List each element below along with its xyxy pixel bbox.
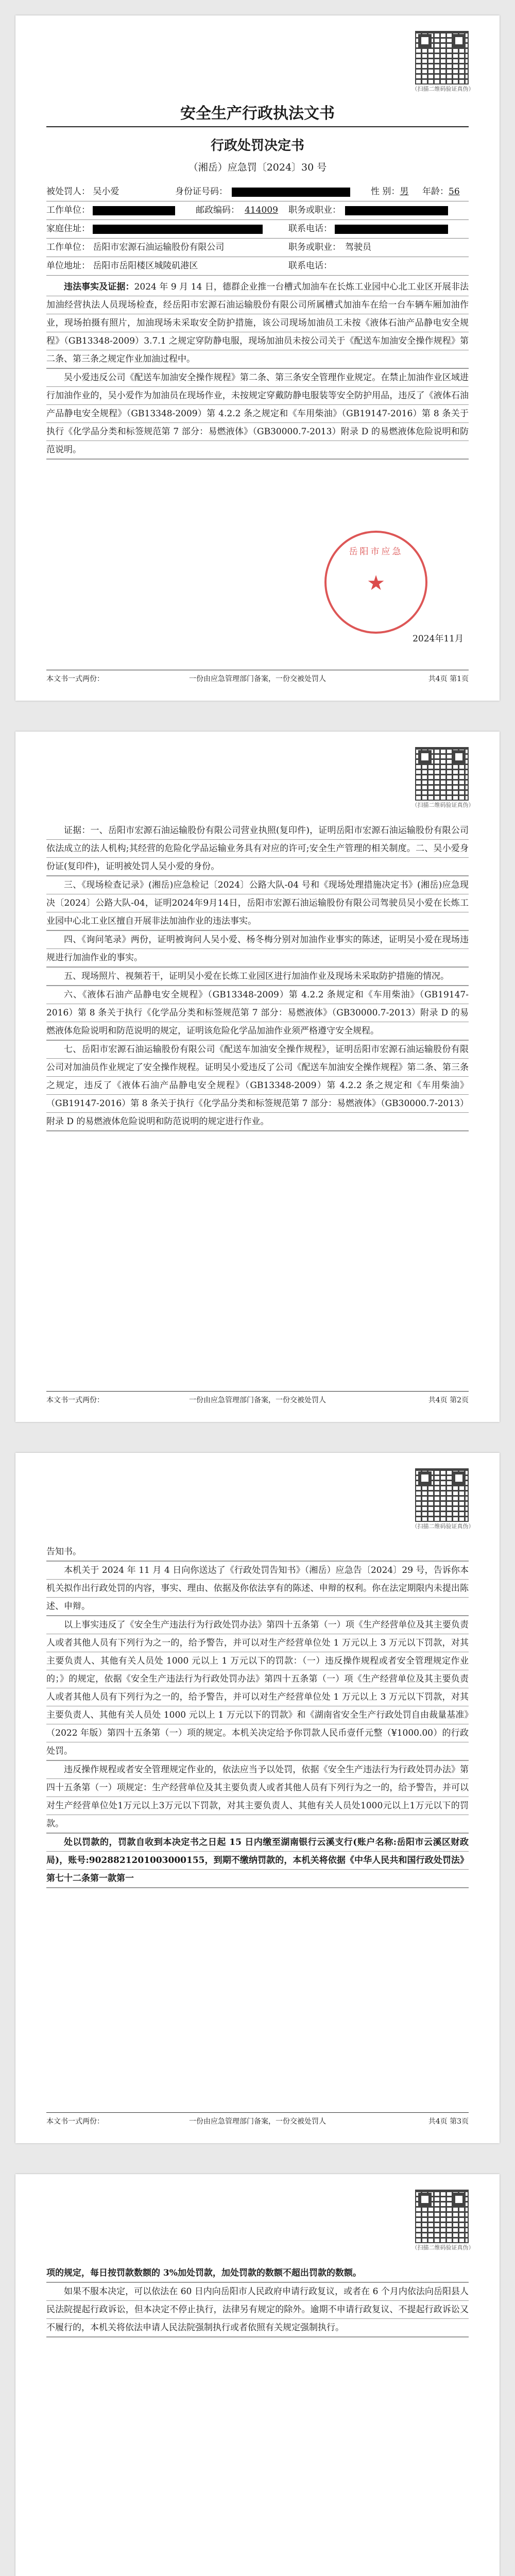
evidence-para-1: 证据：一、岳阳市宏源石油运输股份有限公司营业执照(复印件)，证明岳阳市宏源石油运输股份有限公司依法成立的法人机构;其经营的危险化学品运输业务具有对应的许可;安全生产管理的相关制度。二、吴小爱身份证(复印件)，证明被处罚人吴小爱的身份。: [46, 822, 469, 876]
job-label: 职务或职业：: [288, 205, 341, 215]
phone-label: 联系电话：: [288, 224, 332, 234]
footer-copies: 本文书一式两份：: [46, 675, 104, 683]
case-para-2: 吴小爱违反公司《配送车加油安全操作规程》第二条、第三条安全管理作业规定。在禁止加油作业区域进行加油作业的，吴小爱作为加油员在现场作业，未按规定穿戴防静电服装等安全防护用品，违反了《液体石油产品静电安全规程》（GB13348-2009）第 4.2.2 条之规定和《车用柴油》（GB19147-2016）第 8 条关于执行《化学品分类和标签规范第 7 部分：易燃液体》（GB30000.7-2013）附录 D 的易燃液体危险说明和防范说明。: [46, 369, 469, 460]
party-name: 吴小爱: [93, 187, 119, 197]
decision-para-1: 告知书。: [46, 1543, 469, 1562]
qr-code-icon: [415, 1468, 469, 1522]
work-label: 工作单位：: [46, 205, 90, 215]
address-redaction: [93, 225, 263, 234]
evidence-list: [46, 822, 469, 1131]
footer-page-number: 共4页 第1页: [428, 675, 469, 683]
work-redaction: [93, 206, 175, 215]
work-row: [46, 201, 469, 220]
footer-distribution: 一份由应急管理部门备案，一份交被处罚人: [189, 675, 326, 683]
seal-star-icon: ★: [367, 571, 385, 595]
qr-code-icon: [415, 747, 469, 801]
unit-address-label: 单位地址：: [46, 261, 90, 271]
postcode-label: 邮政编码：: [196, 205, 239, 215]
decision-para-3: 以上事实违反了《安全生产违法行为行政处罚办法》第四十五条第（一）项《生产经营单位及其主要负责人或者其他人员有下列行为之一的，给予警告，并可以对生产经营单位处 1 万元以上 3 万元以下罚款，对其主要负责人、其他有关人员处 1000 元以上 1 万元以下的罚款：（一）违反操作规程或者安全管理规定作业的；》的规定，依据《安全生产违法行为行政处罚办法》第四十五条第（一）项《生产经营单位及其主要负责人或者其他人员有下列行为之一的，给予警告，并可以对生产经营单位处 1 万元以上 3 万元以下罚款，对其主要负责人、其他有关人员处 1000 元以上 1 万元以下的罚款》和《湖南省安全生产行政处罚自由裁量基准》（2022 年版）第四十五条第（一）项的规定。本机关决定给予你罚款人民币壹仟元整（¥1000.00）的行政处罚。: [46, 1616, 469, 1761]
case-para-1: [46, 278, 469, 369]
title-divider: [46, 126, 469, 127]
evidence-para-6: 七、岳阳市宏源石油运输股份有限公司《配送车加油安全操作规程》，证明岳阳市宏源石油运输股份有限公司对加油员作业规定了安全操作规程。证明吴小爱违反了公司《配送车加油安全操作规程》第二条、第三条之规定，违反了《液体石油产品静电安全规程》（GB13348-2009）第 4.2.2 条之规定和《车用柴油》（GB19147-2016）第 8 条关于执行《化学品分类和标签规范第 7 部分：易燃液体》（GB30000.7-2013）附录 D 的易燃液体危险说明和防范说明的规定进行作业。: [46, 1041, 469, 1131]
decision-body: [46, 1543, 469, 1888]
id-redaction: [232, 188, 350, 197]
decision-title: 行政处罚决定书: [210, 138, 304, 154]
document-page-1: [15, 15, 500, 701]
footer-page-number: 共4页 第3页: [428, 2117, 469, 2126]
address-label: 家庭住址：: [46, 224, 90, 234]
unit-label: 工作单位：: [46, 242, 90, 252]
doc-number: （湘岳）应急罚〔2024〕30 号: [188, 162, 327, 173]
qr-code-icon: [415, 31, 469, 84]
unit-name: 岳阳市宏源石油运输股份有限公司: [93, 242, 225, 252]
postcode-value: 414009: [245, 205, 278, 215]
age-value: 56: [449, 187, 460, 197]
unit-row: [46, 239, 469, 257]
remedy-body: [46, 2264, 469, 2337]
qr-caption: （扫描二维码验证真伪）: [411, 1523, 474, 1530]
job-redaction: [345, 206, 448, 215]
decision-para-5: 处以罚款的，罚款自收到本决定书之日起 15 日内缴至湖南银行云溪支行(账户名称:岳阳市云溪区财政局)，账号:9028821201003000155，到期不缴纳罚款的，本机关将依据《中华人民共和国行政处罚法》第七十二条第一款第一: [46, 1834, 469, 1888]
sign-date: 2024年11月: [413, 634, 464, 644]
footer-distribution: 一份由应急管理部门备案，一份交被处罚人: [189, 1396, 326, 1404]
qr-caption: （扫描二维码验证真伪）: [411, 2244, 474, 2251]
gender-label: 性 别：: [371, 187, 400, 197]
page-footer-1: [46, 670, 469, 683]
decision-para-4: 违反操作规程或者安全管理规定作业的，依法应当予以处罚，依据《安全生产违法行为行政处罚办法》第四十五条第（一）项规定：生产经营单位及其主要负责人或者其他人员有下列行为之一的，给予警告，并可以对生产经营单位处1万元以上3万元以下罚款，对其主要负责人、其他有关人员处1000元以上1万元以下的罚款。: [46, 1761, 469, 1834]
job-value: 驾驶员: [345, 242, 371, 252]
phone-redaction: [335, 225, 448, 234]
footer-page-number: 共4页 第2页: [428, 1396, 469, 1404]
party-row: [46, 183, 469, 201]
job2-label: 职务或职业：: [288, 242, 341, 252]
id-label: 身份证号码：: [175, 187, 228, 197]
evidence-para-5: 六、《液体石油产品静电安全规程》（GB13348-2009）第 4.2.2 条规定和《车用柴油》（GB19147-2016）第 8 条关于执行《化学品分类和标签规范第 7 部分：易燃液体》（GB30000.7-2013）附录 D 的易燃液体危险说明和防范说明的规定，证明该危险化学品加油作业须严格遵守安全规程。: [46, 986, 469, 1041]
document-page-4: [15, 2174, 500, 2576]
footer-distribution: 一份由应急管理部门备案，一份交被处罚人: [189, 2117, 326, 2126]
party-info: [46, 183, 469, 276]
page-footer-2: [46, 1391, 469, 1404]
official-seal-icon: [324, 531, 427, 634]
remedy-para-1: 项的规定，每日按罚款数额的 3%加处罚款，加处罚款的数额不超出罚款的数额。: [46, 2264, 469, 2283]
gender-value: 男: [400, 187, 409, 197]
document-page-3: [15, 1453, 500, 2143]
seal-text: 岳阳市应急: [349, 547, 403, 557]
document-page-2: [15, 732, 500, 1422]
footer-copies: 本文书一式两份：: [46, 1396, 104, 1404]
party-label: 被处罚人：: [46, 187, 90, 197]
case-label: 违法事实及证据：: [64, 282, 134, 292]
qr-caption: （扫描二维码验证真伪）: [411, 802, 474, 808]
qr-caption: （扫描二维码验证真伪）: [411, 86, 474, 92]
evidence-para-3: 四、《询问笔录》两份，证明被询问人吴小爱、杨冬梅分别对加油作业事实的陈述，证明吴小爱在现场违规进行加油作业的事实。: [46, 931, 469, 968]
page-footer-3: [46, 2112, 469, 2126]
unit-address-row: [46, 257, 469, 276]
unit-address: 岳阳市岳阳楼区城陵矶港区: [93, 261, 198, 271]
case-text-1: 2024 年 9 月 14 日，德群企业推一台槽式加油车在长炼工业园中心北工业区开展非法加油经营执法人员现场检查，经岳阳市宏源石油运输股份有限公司所属槽式加油车在给一台车辆车厢加油作业，现场拍摄有照片，加油现场未采取安全防护措施，该公司现场加油员工未按《液体石油产品静电安全规程》（GB13348-2009）3.7.1 之规定穿防静电服，现场加油员未按公司关于《配送车加油安全操作规程》第二条、第三条之规定作业加油过程中。: [46, 282, 469, 364]
doc-title: 安全生产行政执法文书: [180, 105, 335, 123]
evidence-para-4: 五、现场照片、视频若干，证明吴小爱在长炼工业园区进行加油作业及现场未采取防护措施的情况。: [46, 968, 469, 986]
address-row: [46, 220, 469, 239]
qr-code-icon: [415, 2190, 469, 2243]
case-facts: [46, 278, 469, 460]
age-label: 年龄：: [422, 187, 449, 197]
decision-para-2: 本机关于 2024 年 11 月 4 日向你送达了《行政处罚告知书》（湘岳）应急告〔2024〕29 号，告诉你本机关拟作出行政处罚的内容，事实、理由、依据及你依法享有的陈述、申辩的权利。你在法定期限内未提出陈述、申辩。: [46, 1562, 469, 1616]
evidence-para-2: 三、《现场检查记录》(湘岳)应急检记〔2024〕公路大队-04 号和《现场处理措施决定书》(湘岳)应急现决〔2024〕公路大队-04，证明2024年9月14日，岳阳市宏源石油运输股份有限公司驾驶员吴小爱在长炼工业园中心北工业区擅自开展非法加油作业的违法事实。: [46, 876, 469, 931]
footer-copies: 本文书一式两份：: [46, 2117, 104, 2126]
phone2-label: 联系电话：: [288, 261, 332, 271]
remedy-para-2: 如果不服本决定，可以依法在 60 日内向岳阳市人民政府申请行政复议，或者在 6 个月内依法向岳阳县人民法院提起行政诉讼，但本决定不停止执行，法律另有规定的除外。逾期不申请行政复议、不提起行政诉讼又不履行的，本机关将依法申请人民法院强制执行或者依照有关规定强制执行。: [46, 2283, 469, 2337]
